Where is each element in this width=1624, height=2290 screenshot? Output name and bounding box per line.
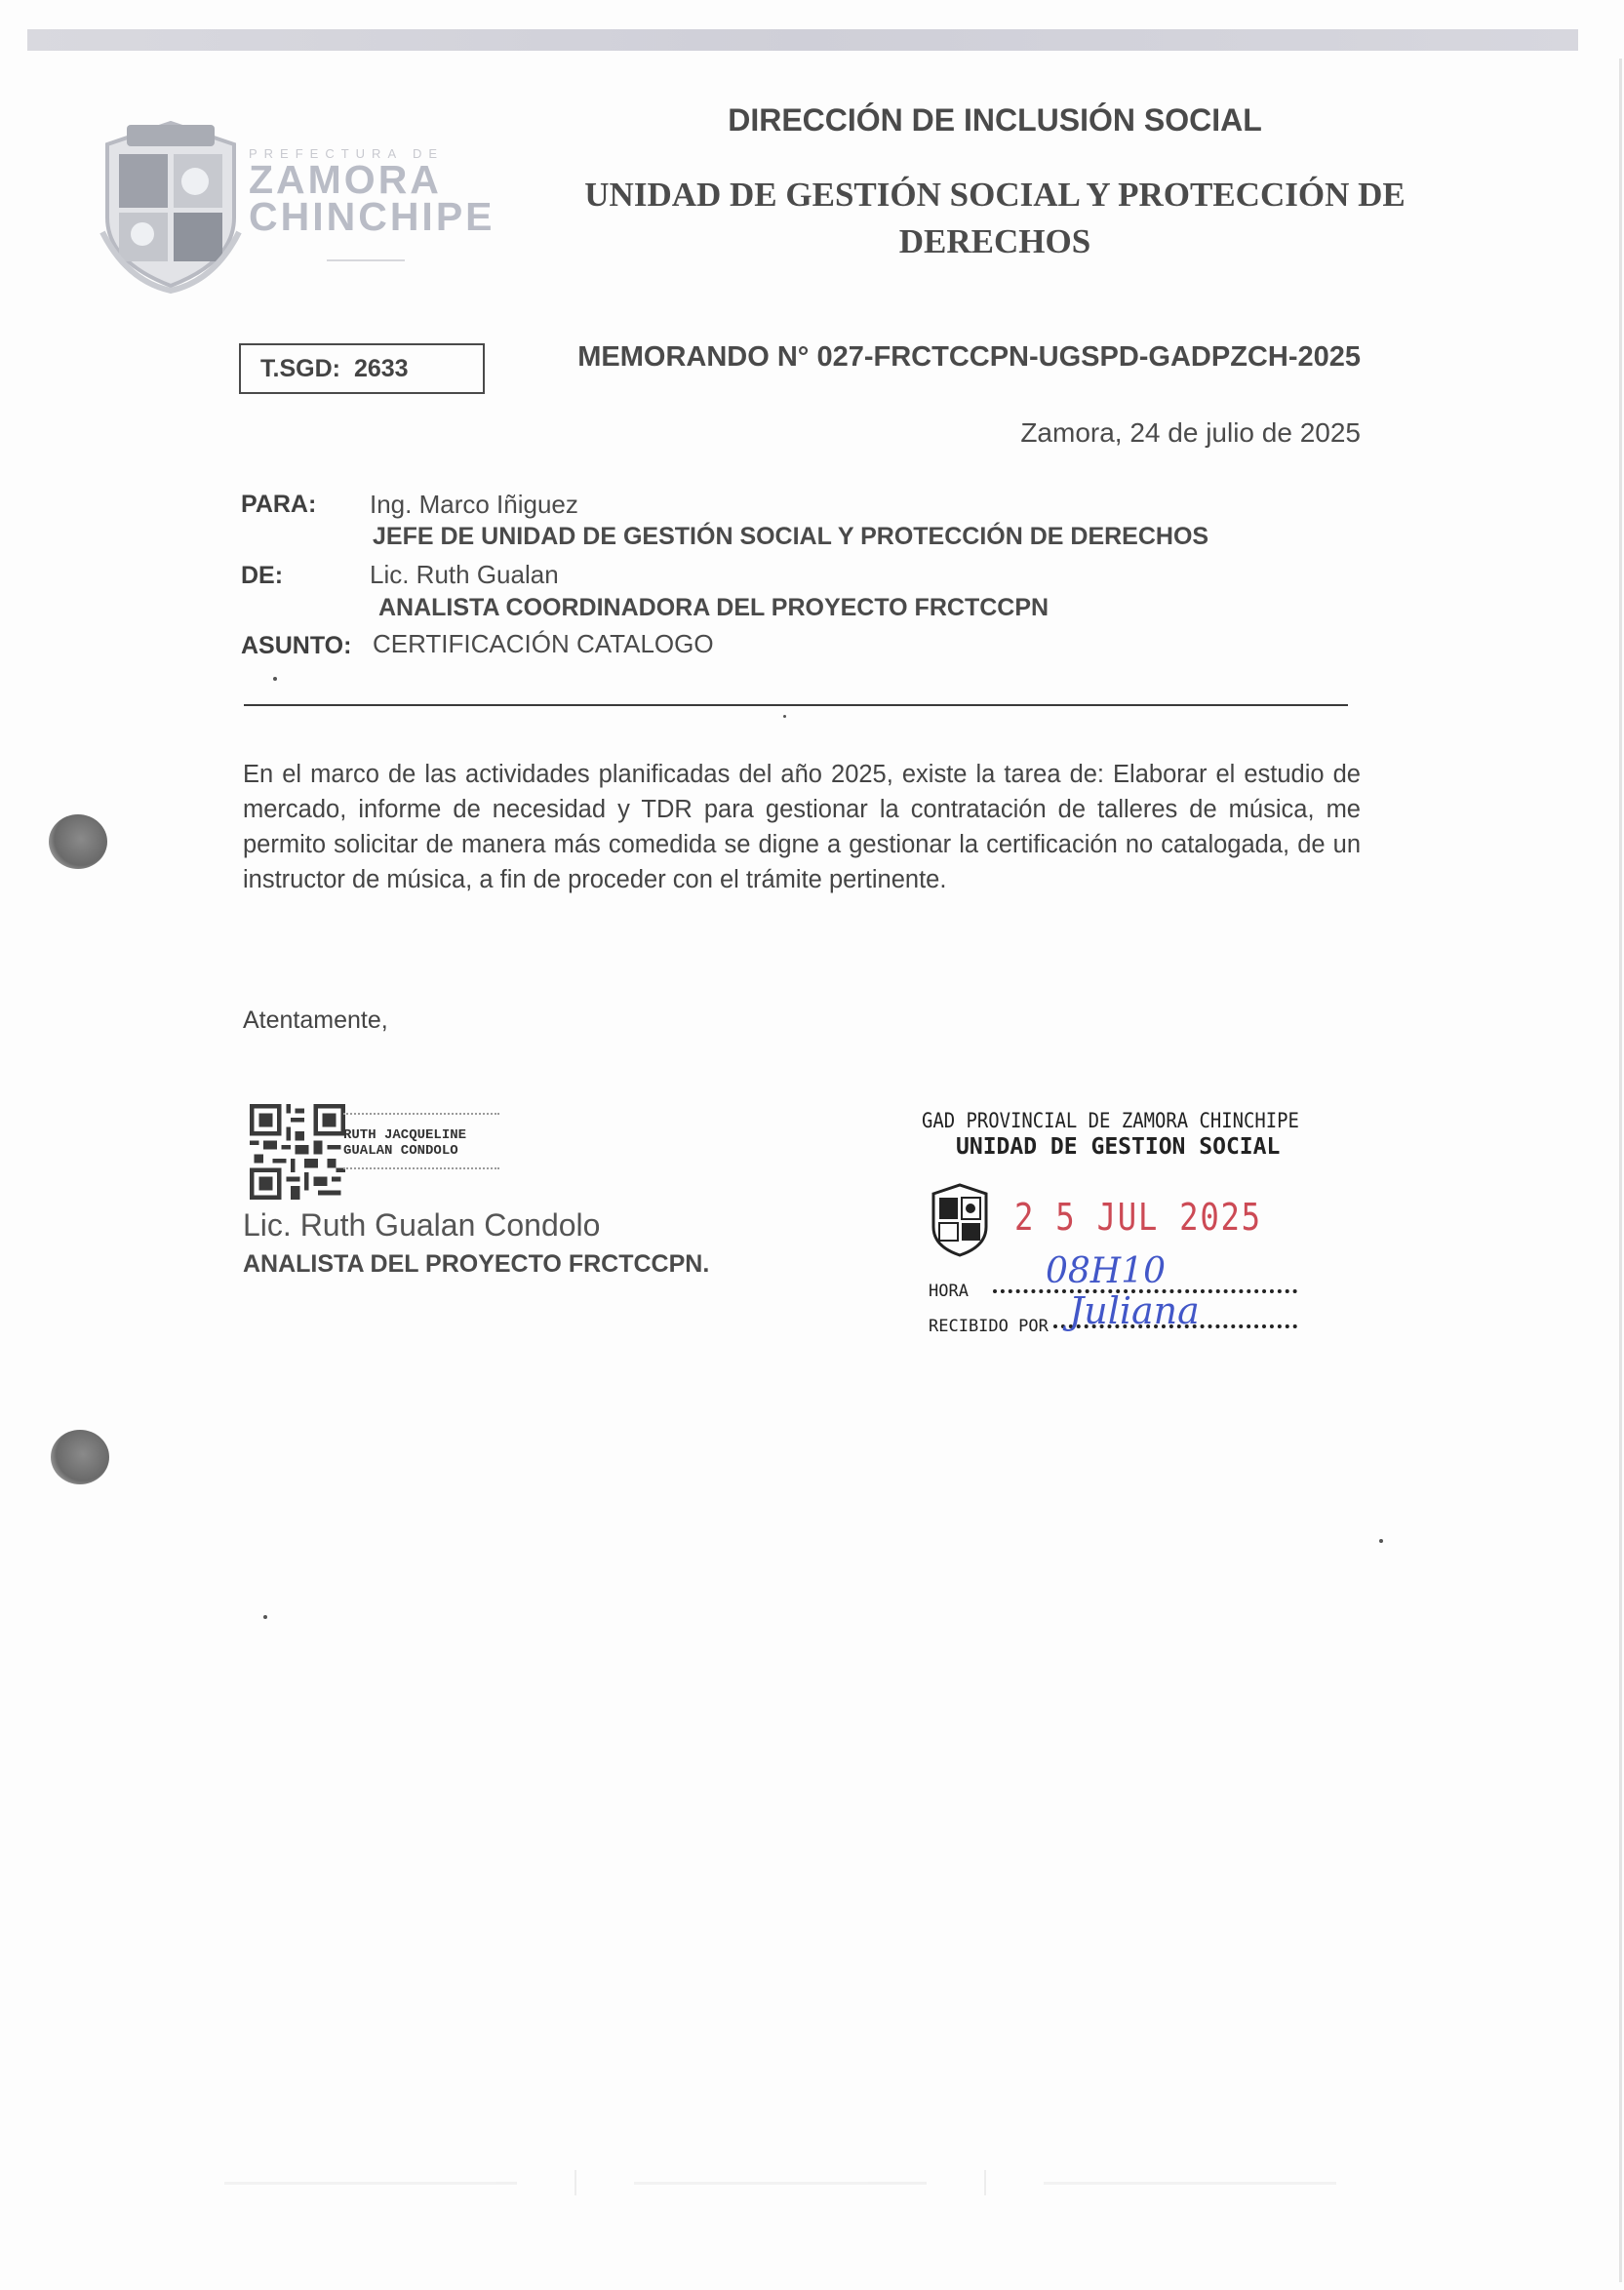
closing-text: Atentamente, <box>243 1007 388 1034</box>
asunto-label: ASUNTO: <box>241 632 352 659</box>
stamp-hora-label: HORA <box>929 1282 969 1301</box>
stamp-unit: UNIDAD DE GESTION SOCIAL <box>956 1134 1281 1160</box>
scan-speck <box>273 677 277 681</box>
footer-block <box>224 2182 517 2185</box>
logo-prefectura: PREFECTURA DE <box>249 146 445 161</box>
unit-heading-line2: DERECHOS <box>898 222 1091 260</box>
header-separator <box>244 704 1348 706</box>
unit-heading <box>575 172 1414 265</box>
scan-speck <box>263 1615 267 1619</box>
footer-block <box>1044 2182 1336 2185</box>
unit-heading-line1: UNIDAD DE GESTIÓN SOCIAL Y PROTECCIÓN DE <box>584 176 1406 214</box>
logo-chinchipe: CHINCHIPE <box>249 194 495 239</box>
memo-number: MEMORANDO N° 027-FRCTCCPN-UGSPD-GADPZCH-2025 <box>577 341 1361 373</box>
stamp-recibido-label: RECIBIDO POR <box>929 1317 1049 1336</box>
scan-top-border <box>27 29 1578 51</box>
stamp-recibido-value: Juliana <box>1069 1289 1200 1332</box>
scan-speck <box>783 715 786 718</box>
faint-footer <box>195 2173 1366 2192</box>
asunto-value: CERTIFICACIÓN CATALOGO <box>373 629 714 658</box>
qr-signer-name <box>343 1127 466 1159</box>
qr-signer-line1: RUTH JACQUELINE <box>343 1127 467 1143</box>
de-label: DE: <box>241 562 284 589</box>
de-name: Lic. Ruth Gualan <box>370 560 559 589</box>
scan-right-edge <box>1619 59 1622 2282</box>
footer-block <box>634 2182 927 2185</box>
para-label: PARA: <box>241 491 317 518</box>
logo-wordmark <box>249 146 495 239</box>
qr-signer-line2: GUALAN CONDOLO <box>343 1143 458 1159</box>
qr-caption-top <box>343 1113 499 1119</box>
logo-underline <box>327 259 405 261</box>
para-name: Ing. Marco Iñiguez <box>370 490 578 519</box>
footer-divider <box>984 2170 986 2195</box>
shield-crest-icon <box>98 115 244 296</box>
signer-role: ANALISTA DEL PROYECTO FRCTCCPN. <box>243 1250 710 1278</box>
stamp-date: 2 5 JUL 2025 <box>1014 1196 1262 1239</box>
de-title: ANALISTA COORDINADORA DEL PROYECTO FRCTCCPN <box>378 594 1050 621</box>
direction-heading: DIRECCIÓN DE INCLUSIÓN SOCIAL <box>728 102 1262 138</box>
qr-caption-bottom <box>343 1167 499 1173</box>
para-title: JEFE DE UNIDAD DE GESTIÓN SOCIAL Y PROTECCIÓN DE DERECHOS <box>373 523 1209 550</box>
tsgd-box <box>239 343 485 394</box>
stamp-institution: GAD PROVINCIAL DE ZAMORA CHINCHIPE <box>922 1109 1299 1132</box>
stamp-crest-icon <box>930 1182 990 1258</box>
signer-name: Lic. Ruth Gualan Condolo <box>243 1207 601 1243</box>
punch-hole-top <box>49 814 107 869</box>
tsgd-number: 2633 <box>353 354 409 382</box>
punch-hole-bottom <box>51 1430 109 1484</box>
stamp-hora-value: 08H10 <box>1046 1251 1167 1291</box>
prefecture-logo <box>98 115 495 300</box>
qr-code-icon <box>250 1104 345 1200</box>
memo-body: En el marco de las actividades planificadas del año 2025, existe la tarea de: Elaborar el estudio de mercado, informe de necesidad y TDR para gestionar la contratación de talleres de música, me permito solicitar de manera más comedida se digne a gestionar la certificación no catalogada, de un instructor de música, a fin de proceder con el trámite pertinente. <box>243 761 1361 893</box>
footer-divider <box>574 2170 576 2195</box>
logo-zamora: ZAMORA <box>249 157 442 202</box>
tsgd-label: T.SGD: <box>260 354 340 382</box>
scan-speck <box>1379 1539 1383 1543</box>
memo-date: Zamora, 24 de julio de 2025 <box>1020 417 1361 448</box>
